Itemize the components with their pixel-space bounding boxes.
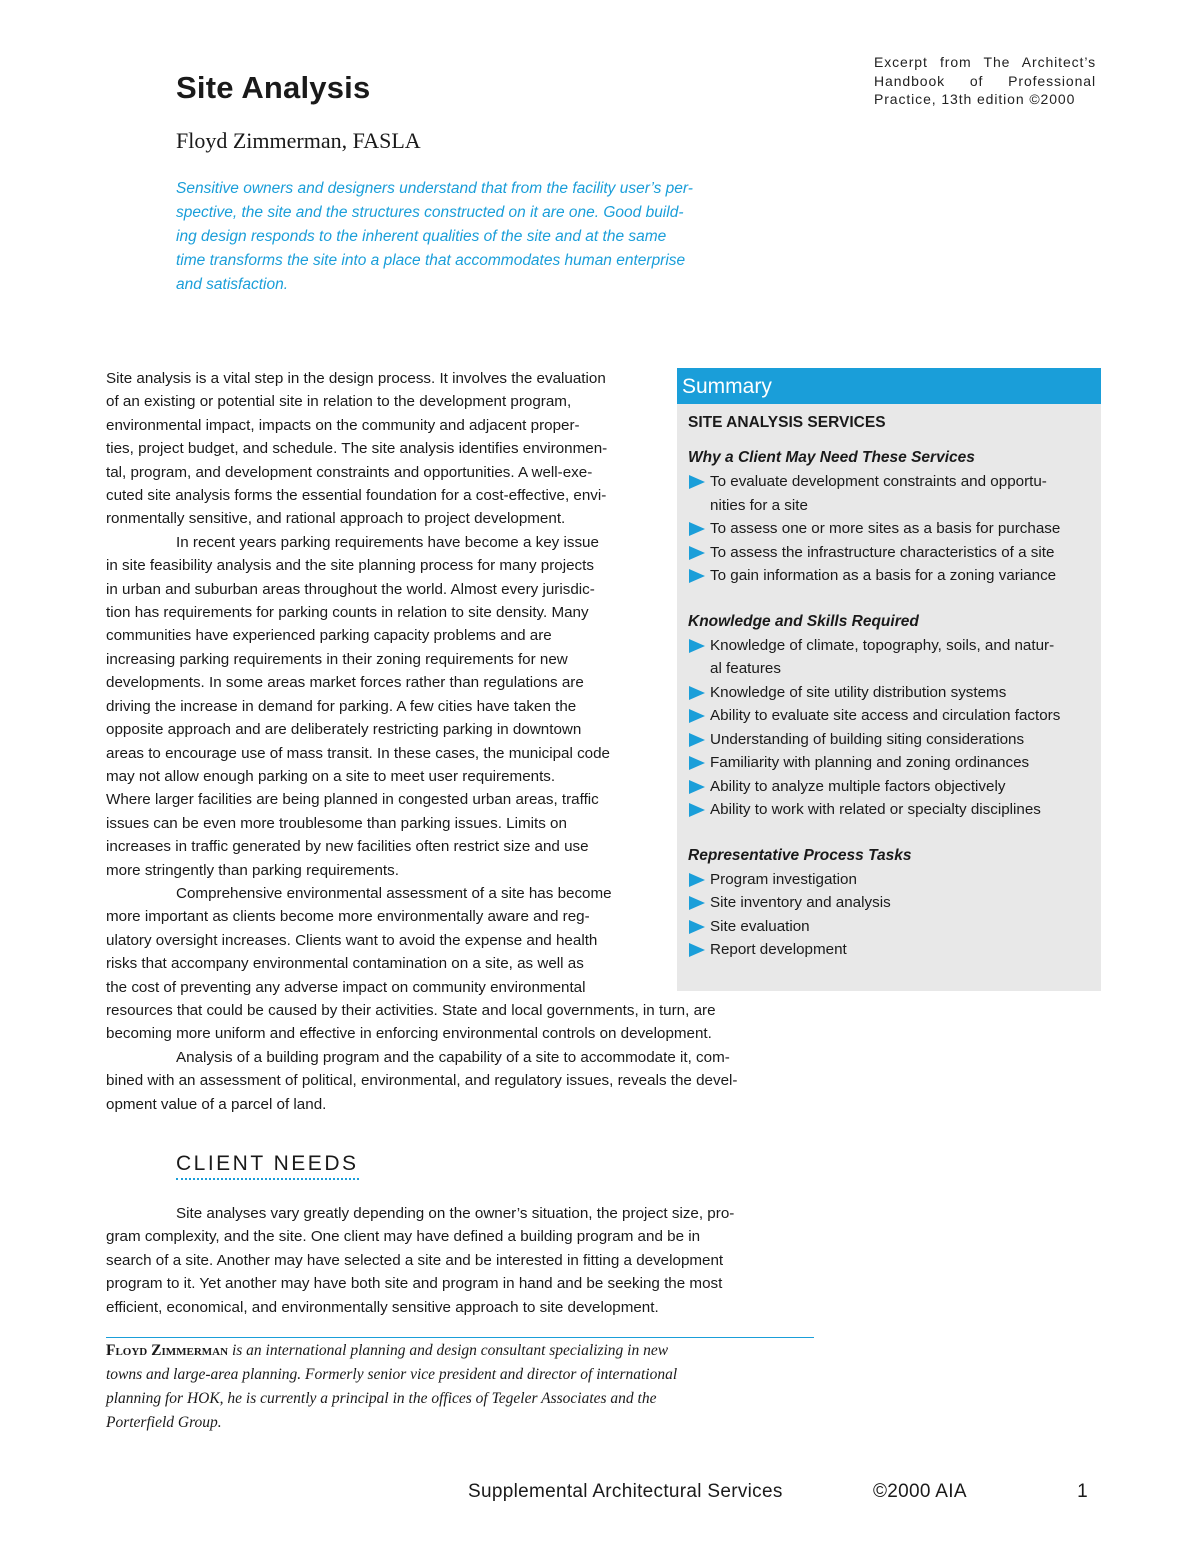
intro-line: time transforms the site into a place that accommodates human enterprise [176,252,686,269]
summary-sidebar [677,368,1101,991]
body-line: more important as clients become more environmentally aware and reg- [106,908,590,926]
body-line: opposite approach and are deliberately restricting parking in downtown [106,721,582,739]
body-line: more stringently than parking requirements. [106,861,399,879]
body-line: tal, program, and development constraints and opportunities. A well-exe- [106,463,593,481]
excerpt-line: Handbook of Professional [874,72,1096,89]
intro-line: spective, the site and the structures constructed on it are one. Good build- [176,204,684,221]
arrow-bullet-icon [689,639,705,653]
list-item [688,704,1091,728]
list-item [688,938,1091,962]
list-item [688,681,1091,705]
bio-text: is an international planning and design consultant specializing in new [228,1342,669,1359]
page-title: Site Analysis [176,70,371,105]
arrow-bullet-icon [689,475,705,489]
arrow-bullet-icon [689,780,705,794]
body-line: bined with an assessment of political, environmental, and regulatory issues, reveals the devel- [106,1072,738,1090]
arrow-bullet-icon [689,896,705,910]
list-item [688,470,1091,517]
body-line: areas to encourage use of mass transit. In these cases, the municipal code [106,744,610,762]
body-line: Site analyses vary greatly depending on the owner’s situation, the project size, pro- [176,1205,735,1222]
list-item [688,915,1091,939]
body-line: risks that accompany environmental contamination on a site, as well as [106,955,584,973]
list-item-text: Familiarity with planning and zoning ordinances [710,754,1030,771]
summary-header: Summary [677,368,1101,404]
list-item-text: Site evaluation [710,917,810,935]
list-item [688,751,1091,775]
body-line: ulatory oversight increases. Clients want to avoid the expense and health [106,931,598,949]
body-line: communities have experienced parking capacity problems and are [106,627,552,645]
list-item-text: To gain information as a basis for a zoning variance [710,567,1057,584]
body-line: Site analysis is a vital step in the design process. It involves the evaluation [106,370,606,387]
arrow-bullet-icon [689,546,705,560]
intro-line: and satisfaction. [176,276,289,293]
list-item-text: Program investigation [710,870,857,888]
list-item-text: Ability to work with related or specialty disciplines [710,801,1041,818]
arrow-bullet-icon [689,569,705,583]
list-item-text: Knowledge of climate, topography, soils, and natur- [710,636,1055,654]
author-name: Floyd Zimmerman, FASLA [176,128,421,153]
list-item [688,517,1091,541]
body-line: gram complexity, and the site. One client may have defined a building program and be in [106,1228,701,1246]
intro-line: Sensitive owners and designers understand that from the facility user’s per- [176,180,693,197]
arrow-bullet-icon [689,920,705,934]
list-item-text: To assess one or more sites as a basis for purchase [710,520,1061,537]
body-line: tion has requirements for parking counts in relation to site density. Many [106,604,589,622]
list-item [688,868,1091,892]
body-line: driving the increase in demand for parking. A few cities have taken the [106,697,577,715]
list-item [688,564,1091,588]
services-title: SITE ANALYSIS SERVICES [688,414,886,431]
bio-line: towns and large-area planning. Formerly senior vice president and director of international [106,1366,678,1383]
body-line: environmental impact, impacts on the community and adjacent proper- [106,416,580,434]
summary-list [688,634,1091,822]
body-line: in site feasibility analysis and the site planning process for many projects [106,557,594,575]
body-line: Where larger facilities are being planned in congested urban areas, traffic [106,791,599,809]
body-line: may not allow enough parking on a site to meet user requirements. [106,767,556,785]
list-item-text: Understanding of building siting considerations [710,730,1025,748]
body-line: in urban and suburban areas throughout the world. Almost every jurisdic- [106,580,595,598]
arrow-bullet-icon [689,733,705,747]
page-number: 1 [1077,1481,1088,1502]
list-item [688,728,1091,752]
arrow-bullet-icon [689,522,705,536]
body-paragraph-4 [106,1046,814,1116]
body-line: becoming more uniform and effective in enforcing environmental controls on development. [106,1025,712,1043]
body-line: of an existing or potential site in relation to the development program, [106,393,572,411]
summary-list [688,868,1091,962]
body-line: Analysis of a building program and the capability of a site to accommodate it, com- [176,1048,730,1066]
summary-section-heading: Knowledge and Skills Required [688,612,919,630]
bio-author-name: Floyd Zimmerman [106,1342,229,1359]
arrow-bullet-icon [689,943,705,957]
body-line: In recent years parking requirements have become a key issue [176,533,599,551]
arrow-bullet-icon [689,709,705,723]
list-item-text: nities for a site [710,496,808,514]
summary-content [677,404,1101,962]
excerpt-line: Practice, 13th edition ©2000 [874,91,1076,107]
list-item-text: al features [710,660,781,677]
intro-line: ing design responds to the inherent qualities of the site and at the same [176,228,667,245]
list-item [688,541,1091,565]
footer-label: Supplemental Architectural Services [468,1481,783,1502]
list-item-text: Knowledge of site utility distribution systems [710,683,1007,701]
bio-line: planning for HOK, he is currently a principal in the offices of Tegeler Associates and the [106,1390,657,1407]
list-item [688,891,1091,915]
bio-line: Porterfield Group. [106,1414,222,1431]
excerpt-note [874,53,1096,109]
list-item [688,775,1091,799]
client-needs-paragraph [106,1202,814,1319]
list-item [688,798,1091,822]
list-item [688,634,1091,681]
list-item-text: To assess the infrastructure characteristics of a site [710,543,1055,561]
body-line: developments. In some areas market forces rather than regulations are [106,674,584,692]
arrow-bullet-icon [689,803,705,817]
section-heading-client-needs: CLIENT NEEDS [176,1152,359,1180]
body-line: ties, project budget, and schedule. The site analysis identifies environmen- [106,440,608,458]
arrow-bullet-icon [689,873,705,887]
list-item-text: Ability to evaluate site access and circulation factors [710,707,1061,724]
author-bio [106,1339,814,1435]
bio-line [106,1339,814,1363]
body-line: opment value of a parcel of land. [106,1095,327,1113]
arrow-bullet-icon [689,756,705,770]
body-line: efficient, economical, and environmentally sensitive approach to site development. [106,1298,659,1316]
summary-section-heading: Why a Client May Need These Services [688,449,975,466]
body-line: ronmentally sensitive, and rational approach to project development. [106,510,566,528]
list-item-text: Report development [710,941,847,958]
body-line: issues can be even more troublesome than parking issues. Limits on [106,814,567,832]
excerpt-line: Excerpt from The Architect’s [874,54,1096,70]
body-line: search of a site. Another may have selected a site and be interested in fitting a development [106,1251,724,1269]
summary-section-heading: Representative Process Tasks [688,846,912,864]
body-line: increases in traffic generated by new facilities often restrict size and use [106,838,589,856]
intro-paragraph [176,177,808,297]
body-line: Comprehensive environmental assessment of a site has become [176,884,612,902]
summary-list [688,470,1091,588]
footer-copyright: ©2000 AIA [873,1481,967,1502]
bio-divider [106,1337,814,1338]
list-item-text: To evaluate development constraints and opportu- [710,473,1047,490]
arrow-bullet-icon [689,686,705,700]
body-line: increasing parking requirements in their zoning requirements for new [106,650,568,668]
body-line: resources that could be caused by their activities. State and local governments, in turn, are [106,1001,716,1019]
body-line: cuted site analysis forms the essential foundation for a cost-effective, envi- [106,487,607,505]
body-line: the cost of preventing any adverse impact on community environmental [106,978,586,996]
list-item-text: Site inventory and analysis [710,894,891,911]
body-line: program to it. Yet another may have both site and program in hand and be seeking the most [106,1275,723,1293]
list-item-text: Ability to analyze multiple factors objectively [710,777,1006,795]
